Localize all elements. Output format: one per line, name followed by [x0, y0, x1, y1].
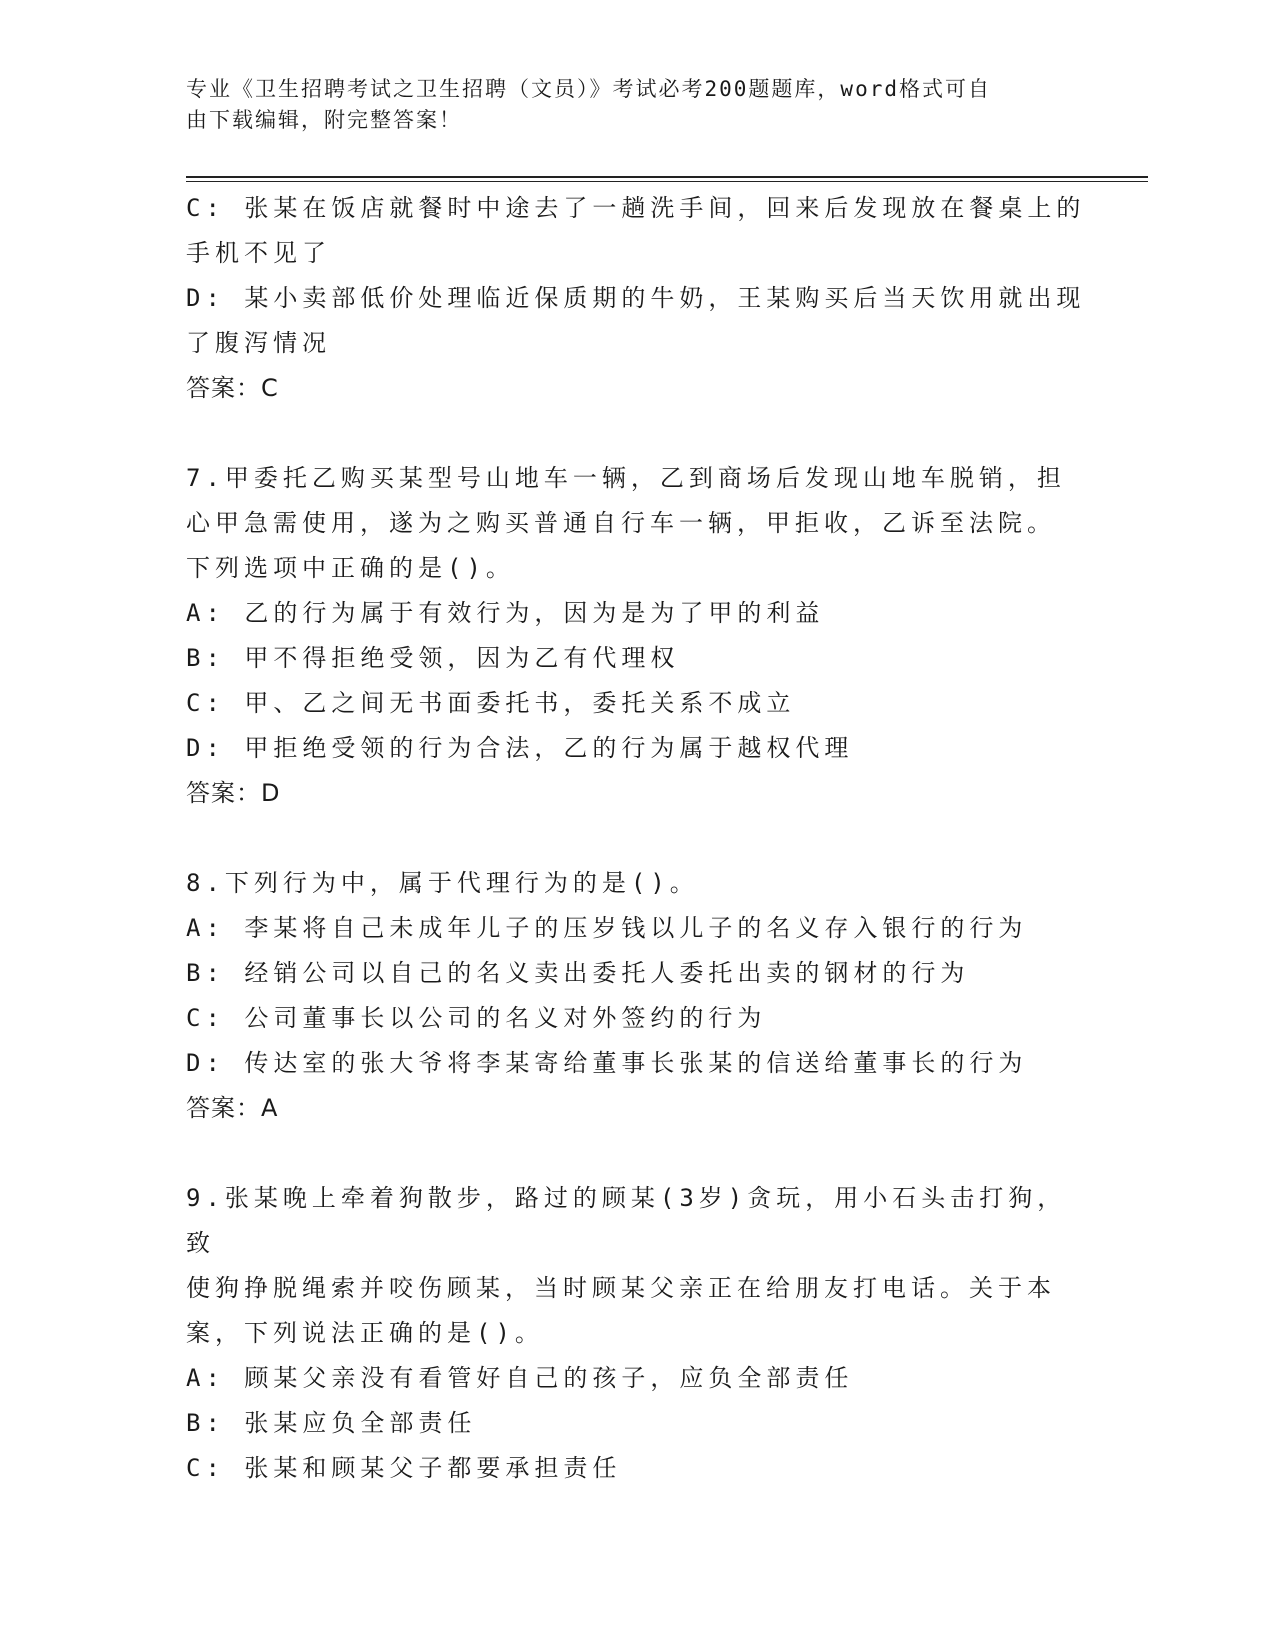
option-a: A: 李某将自己未成年儿子的压岁钱以儿子的名义存入银行的行为 [186, 914, 1028, 942]
question-stem-line-3: 案，下列说法正确的是()。 [186, 1319, 544, 1347]
question-stem-line-1: 9.张某晚上牵着狗散步，路过的顾某(3岁)贪玩，用小石头击打狗，致 [186, 1184, 1067, 1257]
question-8 [186, 861, 1086, 1131]
option-a: A: 顾某父亲没有看管好自己的孩子，应负全部责任 [186, 1364, 854, 1392]
question-stem-line-2: 使狗挣脱绳索并咬伤顾某，当时顾某父亲正在给朋友打电话。关于本 [186, 1274, 1056, 1302]
option-c: C: 张某和顾某父子都要承担责任 [186, 1454, 622, 1482]
question-6 [186, 186, 1086, 411]
question-9 [186, 1176, 1086, 1491]
header-line-2: 由下载编辑，附完整答案！ [186, 108, 462, 132]
option-b: B: 张某应负全部责任 [186, 1409, 477, 1437]
option-a: A: 乙的行为属于有效行为，因为是为了甲的利益 [186, 599, 825, 627]
option-d: D: 传达室的张大爷将李某寄给董事长张某的信送给董事长的行为 [186, 1049, 1028, 1077]
header-line-1: 专业《卫生招聘考试之卫生招聘（文员）》考试必考200题题库，word格式可自 [186, 77, 991, 101]
header-divider-thin [186, 181, 1148, 182]
spacer [186, 816, 1086, 861]
option-d: D: 甲拒绝受领的行为合法，乙的行为属于越权代理 [186, 734, 854, 762]
option-c-line-2: 手机不见了 [186, 239, 331, 267]
option-d-line-1: D: 某小卖部低价处理临近保质期的牛奶，王某购买后当天饮用就出现 [186, 284, 1086, 312]
question-stem-line-1: 7.甲委托乙购买某型号山地车一辆，乙到商场后发现山地车脱销，担 [186, 464, 1066, 492]
question-stem-line-1: 8.下列行为中，属于代理行为的是()。 [186, 869, 699, 897]
spacer [186, 1131, 1086, 1176]
question-stem-line-2: 心甲急需使用，遂为之购买普通自行车一辆，甲拒收，乙诉至法院。 [186, 509, 1056, 537]
answer-label: 答案：D [186, 779, 281, 807]
option-c-line-1: C: 张某在饭店就餐时中途去了一趟洗手间，回来后发现放在餐桌上的 [186, 194, 1086, 222]
option-c: C: 公司董事长以公司的名义对外签约的行为 [186, 1004, 767, 1032]
question-7 [186, 456, 1086, 816]
question-stem-line-3: 下列选项中正确的是()。 [186, 554, 515, 582]
spacer [186, 411, 1086, 456]
option-c: C: 甲、乙之间无书面委托书，委托关系不成立 [186, 689, 796, 717]
answer-label: 答案：C [186, 374, 279, 402]
option-b: B: 经销公司以自己的名义卖出委托人委托出卖的钢材的行为 [186, 959, 970, 987]
header-divider-thick [186, 176, 1148, 178]
document-header [186, 74, 1086, 136]
option-b: B: 甲不得拒绝受领，因为乙有代理权 [186, 644, 680, 672]
question-list [186, 186, 1086, 1491]
option-d-line-2: 了腹泻情况 [186, 329, 331, 357]
answer-label: 答案：A [186, 1094, 279, 1122]
